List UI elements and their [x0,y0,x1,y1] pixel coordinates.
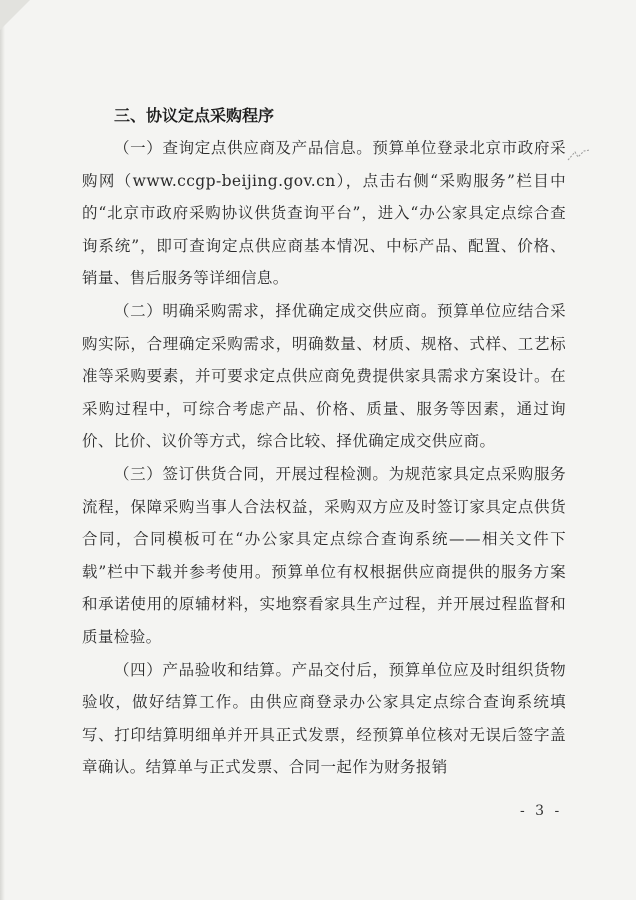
folded-corner [0,0,30,30]
paragraph-define-requirements: （二）明确采购需求，择优确定成交供应商。预算单位应结合采购实际，合理确定采购需求，明确数量、材质、规格、式样、工艺标准等采购要素，并可要求定点供应商免费提供家具需求方案设计。在采购过程中，可综合考虑产品、价格、质量、服务等因素，通过询价、比价、议价等方式，综合比较、择优确定成交供应商。 [82,301,566,451]
page-number: - 3 - [520,803,563,819]
section-heading: 三、协议定点采购程序 [114,106,275,125]
paragraph-sign-contract: （三）签订供货合同，开展过程检测。为规范家具定点采购服务流程，保障采购当事人合法权益，采购双方应及时签订家具定点供货合同，合同模板可在“办公家具定点综合查询系统——相关文件下载”栏中下载并参考使用。预算单位有权根据供应商提供的服务方案和承诺使用的原辅材料，实地察看家具生产过程，并开展过程监督和质量检验。 [82,464,566,646]
paragraph-acceptance-settlement: （四）产品验收和结算。产品交付后，预算单位应及时组织货物验收，做好结算工作。由供应商登录办公家具定点综合查询系统填写、打印结算明细单并开具正式发票，经预算单位核对无误后签字盖章确认。结算单与正式发票、合同一起作为财务报销 [82,660,566,777]
scan-shadow-edge [0,0,5,900]
pen-scribble-mark [566,148,592,162]
document-body [82,100,566,784]
paragraph-query-suppliers: （一）查询定点供应商及产品信息。预算单位登录北京市政府采购网（www.ccgp-beijing.gov.cn），点击右侧“采购服务”栏目中的“北京市政府采购协议供货查询平台”，进入“办公家具定点综合查询系统”，即可查询定点供应商基本情况、中标产品、配置、价格、销量、售后服务等详细信息。 [82,139,566,288]
